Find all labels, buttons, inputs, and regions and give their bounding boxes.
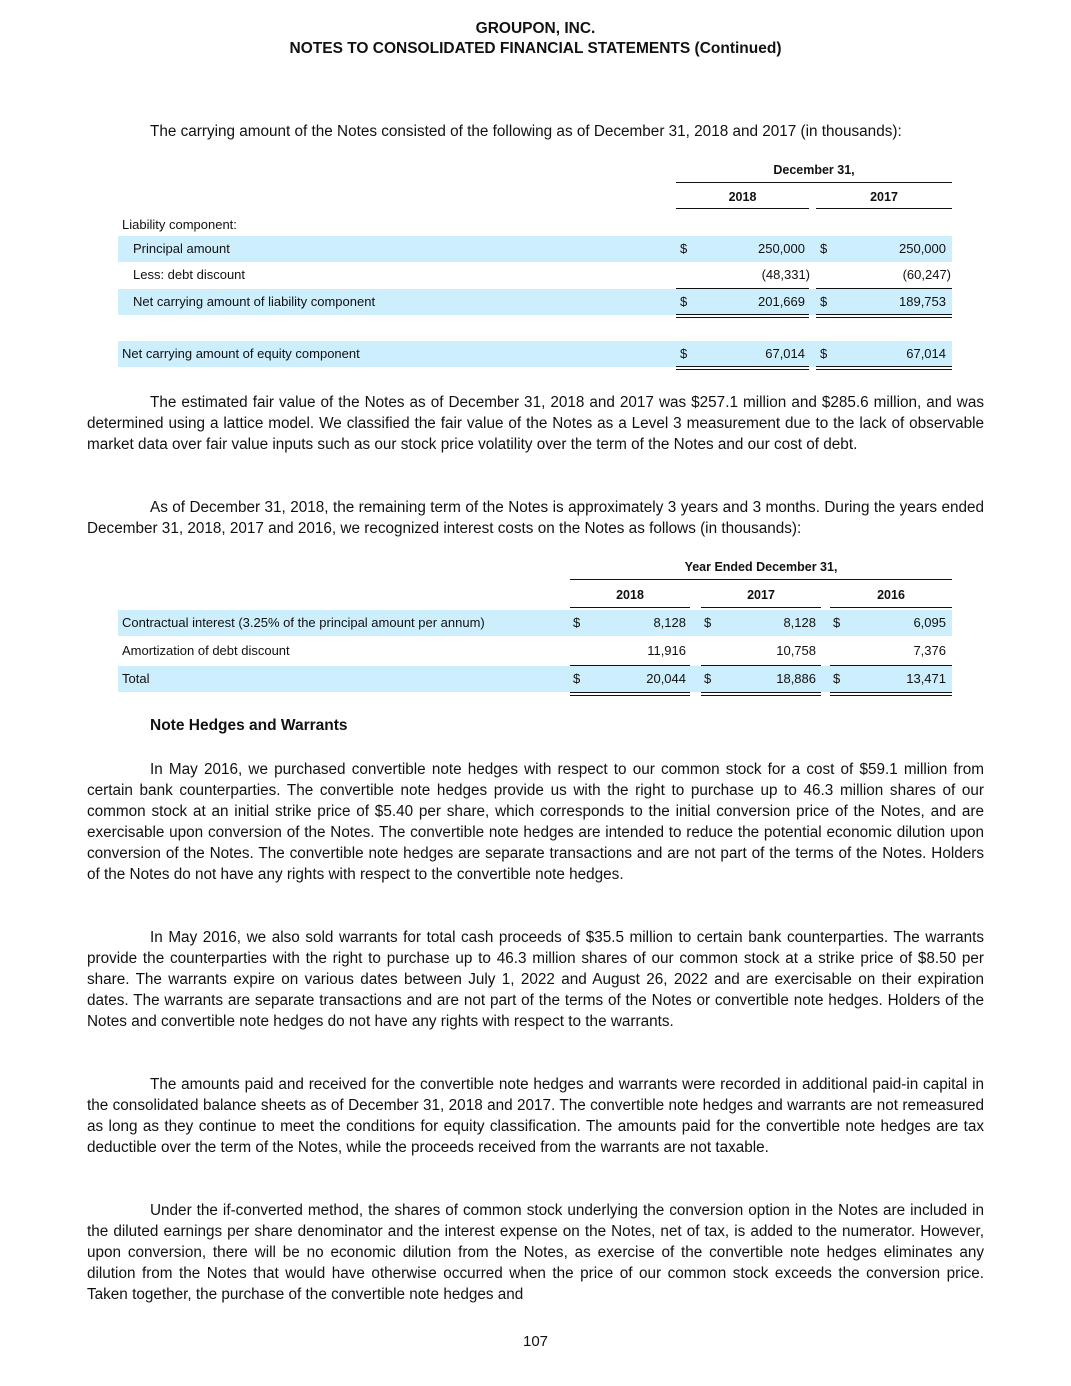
row-label: Net carrying amount of liability component bbox=[133, 294, 376, 309]
total-double-rule bbox=[701, 692, 821, 696]
currency-symbol: $ bbox=[820, 294, 828, 309]
column-header-2017: 2017 bbox=[747, 588, 775, 602]
value-2017: 18,886 bbox=[776, 671, 816, 686]
row-label: Amortization of debt discount bbox=[122, 643, 290, 658]
value-2016: 7,376 bbox=[913, 643, 946, 658]
section-heading: Note Hedges and Warrants bbox=[150, 717, 348, 734]
currency-symbol: $ bbox=[573, 671, 581, 686]
if-converted-paragraph bbox=[87, 1200, 984, 1305]
row-label: Less: debt discount bbox=[133, 267, 246, 282]
paragraph-text: In May 2016, we purchased convertible note hedges with respect to our common stock for a cost of $59.1 million from certain bank counterparties. The convertible note hedges provide us with the right to purchase up to 46.3 million shares of our common stock at an initial strike price of $5.40 per share, which corresponds to the initial conversion price of the Notes, and are exercisable upon conversion of the Notes. The convertible note hedges are intended to reduce the potential economic dilution upon conversion of the Notes. The convertible note hedges are separate transactions and are not part of the terms of the Notes. Holders of the Notes do not have any rights with respect to the convertible note hedges. bbox=[87, 761, 984, 883]
fair-value-paragraph bbox=[87, 392, 984, 455]
currency-symbol: $ bbox=[680, 241, 688, 256]
currency-symbol: $ bbox=[704, 671, 712, 686]
company-name: GROUPON, INC. bbox=[475, 20, 596, 37]
paragraph-text: The amounts paid and received for the convertible note hedges and warrants were recorded in additional paid-in capital in the consolidated balance sheets as of December 31, 2018 and 2017. The convertible note hedges and warrants are not remeasured as long as they continue to meet the conditions for equity classification. The amounts paid for the convertible note hedges are tax deductible over the term of the Notes, while the proceeds received from the warrants are not taxable. bbox=[87, 1076, 984, 1156]
value-2016: 6,095 bbox=[913, 615, 946, 630]
paragraph-text: The estimated fair value of the Notes as of December 31, 2018 and 2017 was $257.1 million and $285.6 million, and was determined using a lattice model. We classified the fair value of the Notes as a Level 3 measurement due to the lack of observable market data over fair value inputs such as our stock price volatility over the term of the Notes and our cost of debt. bbox=[87, 394, 984, 453]
column-header-2016: 2016 bbox=[877, 588, 905, 602]
value-2018: 20,044 bbox=[646, 671, 686, 686]
interest-costs-table bbox=[118, 556, 952, 696]
header-rule bbox=[816, 208, 952, 209]
value-2017: 250,000 bbox=[899, 241, 946, 256]
paragraph-text: Under the if-converted method, the shares of common stock underlying the conversion option in the Notes are included in the diluted earnings per share denominator and the interest expense on the Notes, net of tax, is added to the numerator. However, upon conversion, there will be no economic dilution from the Notes, as exercise of the convertible note hedges eliminates any dilution from the Notes that would have otherwise occurred when the price of our common stock exceeds the conversion price. Taken together, the purchase of the convertible note hedges and bbox=[87, 1202, 984, 1303]
total-double-rule bbox=[816, 314, 952, 318]
total-double-rule bbox=[830, 692, 952, 696]
paragraph-text: In May 2016, we also sold warrants for total cash proceeds of $35.5 million to certain bank counterparties. The warrants provide the counterparties with the right to purchase up to 46.3 million shares of our common stock at a strike price of $8.50 per share. The warrants expire on various dates between July 1, 2022 and August 26, 2022 and are exercisable on their expiration dates. The warrants are separate transactions and are not part of the terms of the Notes or convertible note hedges. Holders of the Notes and convertible note hedges do not have any rights with respect to the warrants. bbox=[87, 929, 984, 1030]
paragraph-text: As of December 31, 2018, the remaining term of the Notes is approximately 3 years and 3 months. During the years ended December 31, 2018, 2017 and 2016, we recognized interest costs on the Notes as follows (in thousands): bbox=[87, 499, 984, 537]
remaining-term-paragraph bbox=[87, 497, 984, 539]
header-rule bbox=[570, 607, 690, 608]
value-2017: 189,753 bbox=[899, 294, 946, 309]
row-label: Net carrying amount of equity component bbox=[122, 346, 360, 361]
table-row bbox=[118, 341, 952, 367]
table-row bbox=[118, 236, 952, 262]
page-subtitle: NOTES TO CONSOLIDATED FINANCIAL STATEMENTS (Continued) bbox=[289, 40, 782, 57]
carrying-amount-table bbox=[118, 160, 952, 370]
currency-symbol: $ bbox=[680, 294, 688, 309]
currency-symbol: $ bbox=[820, 346, 828, 361]
header-rule bbox=[676, 208, 809, 209]
header-rule bbox=[570, 579, 952, 580]
value-2018: 8,128 bbox=[653, 615, 686, 630]
currency-symbol: $ bbox=[704, 615, 712, 630]
page-number: 107 bbox=[522, 1333, 549, 1350]
intro-text: The carrying amount of the Notes consisted of the following as of December 31, 2018 and 2017 (in thousands): bbox=[150, 123, 902, 140]
table-row bbox=[118, 638, 952, 664]
currency-symbol: $ bbox=[820, 241, 828, 256]
table-row bbox=[118, 262, 952, 288]
header-rule bbox=[676, 182, 952, 183]
currency-symbol: $ bbox=[833, 671, 841, 686]
total-double-rule bbox=[676, 366, 809, 370]
column-header-2018: 2018 bbox=[728, 190, 757, 204]
currency-symbol: $ bbox=[573, 615, 581, 630]
value-2018: 201,669 bbox=[758, 294, 805, 309]
header-rule bbox=[701, 607, 821, 608]
value-2017: 67,014 bbox=[906, 346, 946, 361]
value-2018: 11,916 bbox=[647, 643, 686, 658]
column-header-2017: 2017 bbox=[870, 190, 898, 204]
value-2018: (48,331) bbox=[761, 267, 810, 282]
value-2017: 10,758 bbox=[776, 643, 816, 658]
value-2018: 67,014 bbox=[765, 346, 805, 361]
value-2017: 8,128 bbox=[783, 615, 816, 630]
column-header-2018: 2018 bbox=[616, 588, 644, 602]
currency-symbol: $ bbox=[833, 615, 841, 630]
table-row bbox=[118, 666, 952, 692]
row-label: Principal amount bbox=[133, 241, 230, 256]
row-label: Contractual interest (3.25% of the principal amount per annum) bbox=[122, 615, 485, 630]
header-rule bbox=[830, 607, 952, 608]
table-group-header: Year Ended December 31, bbox=[684, 560, 838, 574]
table-group-header: December 31, bbox=[773, 163, 855, 177]
note-hedges-paragraph bbox=[87, 759, 984, 885]
table-row bbox=[118, 610, 952, 636]
value-2016: 13,471 bbox=[906, 671, 946, 686]
table-row bbox=[118, 289, 952, 315]
total-double-rule bbox=[816, 366, 952, 370]
total-double-rule bbox=[570, 692, 690, 696]
value-2018: 250,000 bbox=[758, 241, 805, 256]
section-label: Liability component: bbox=[122, 217, 237, 232]
row-label: Total bbox=[122, 671, 150, 686]
accounting-paragraph bbox=[87, 1074, 984, 1158]
value-2017: (60,247) bbox=[902, 267, 951, 282]
currency-symbol: $ bbox=[680, 346, 688, 361]
warrants-paragraph bbox=[87, 927, 984, 1032]
total-double-rule bbox=[676, 314, 809, 318]
